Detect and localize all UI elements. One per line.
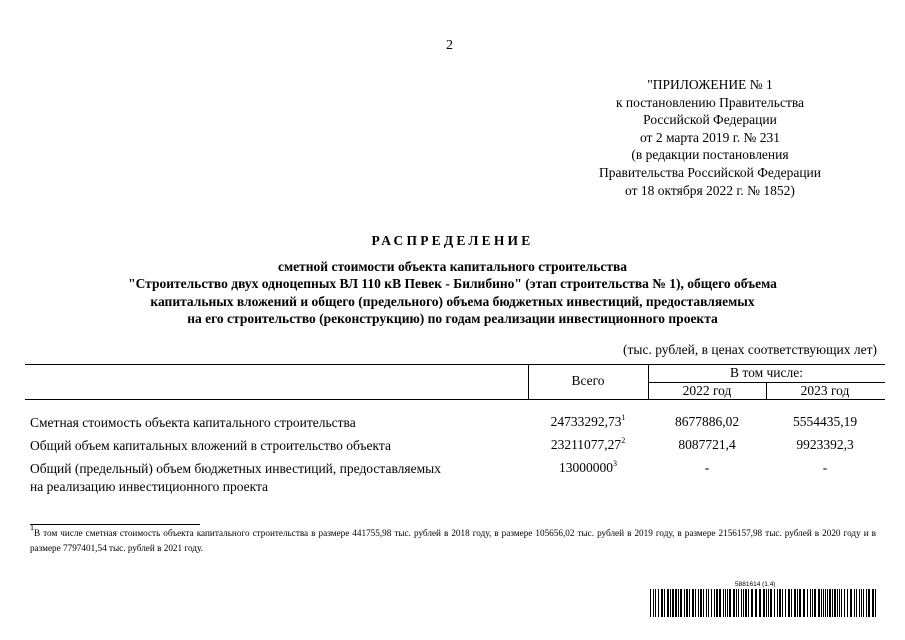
barcode-bar [680, 589, 682, 617]
barcode-bar [741, 589, 742, 617]
appendix-line: от 2 марта 2019 г. № 231 [639, 129, 781, 145]
barcode-bar [818, 589, 820, 617]
barcode-bar [863, 589, 864, 617]
barcode-bar [854, 589, 855, 617]
barcode-bar [695, 589, 696, 617]
barcode-bar [653, 589, 654, 617]
barcode-bar [675, 589, 677, 617]
barcode-bar [844, 589, 845, 617]
row-total-cell [528, 414, 648, 430]
barcode-bar [759, 589, 761, 617]
barcode-bar [766, 589, 767, 617]
appendix-line: (в редакции постановления [631, 147, 789, 163]
row-total: 24733292,73 [550, 414, 622, 429]
barcode-bar [686, 589, 688, 617]
barcode-bar [727, 589, 728, 617]
barcode-bar [723, 589, 724, 617]
barcode-bar [706, 589, 707, 617]
barcode-bar [807, 589, 808, 617]
barcode-bar [872, 589, 874, 617]
appendix-line: Правительства Российской Федерации [599, 164, 821, 180]
appendix-line: к постановлению Правительства [615, 94, 805, 110]
barcode-bar [856, 589, 857, 617]
barcode-bar [725, 589, 726, 617]
barcode-bar [785, 589, 786, 617]
footnote-ref: 2 [621, 436, 626, 445]
barcode-bar [650, 589, 651, 617]
footnote-ref: 1 [621, 413, 626, 422]
header-year-2022: 2022 год [682, 383, 732, 398]
units-note: (тыс. рублей, в ценах соответствующих лет) [623, 342, 877, 357]
barcode-bar [770, 589, 772, 617]
barcode-bar [814, 589, 816, 617]
barcode-bar [689, 589, 690, 617]
subtitle-line: сметной стоимости объекта капитального строительства [277, 259, 628, 274]
barcode-bar [763, 589, 765, 617]
row-2022: 8677886,02 [674, 414, 740, 429]
appendix-line: Российской Федерации [643, 112, 777, 128]
barcode-bar [716, 589, 718, 617]
barcode-bar [825, 589, 826, 617]
row-total-cell [528, 460, 648, 476]
barcode-bar [768, 589, 769, 617]
barcode-bar [700, 589, 702, 617]
barcode-bar [670, 589, 671, 617]
barcode-bar [692, 589, 694, 617]
barcode-bar [788, 589, 790, 617]
row-2023: 9923392,3 [796, 437, 854, 452]
barcode-bar [779, 589, 781, 617]
barcode-bar [777, 589, 778, 617]
barcode-bar [774, 589, 775, 617]
barcode-bar [861, 589, 862, 617]
barcode-bar [751, 589, 753, 617]
row-label: Общий объем капитальных вложений в строительство объекта [30, 438, 391, 453]
barcode-bar [832, 589, 833, 617]
barcode-bar [866, 589, 867, 617]
barcode-label: 5881614 (1.4) [735, 581, 776, 588]
document-title: РАСПРЕДЕЛЕНИЕ [371, 233, 534, 248]
barcode-bar [875, 589, 876, 617]
barcode-bar [791, 589, 792, 617]
barcode-bar [661, 589, 663, 617]
barcode-bar [667, 589, 669, 617]
barcode-bar [708, 589, 709, 617]
barcode-bar [738, 589, 739, 617]
row-label: Общий (предельный) объем бюджетных инвестиций, предоставляемых [30, 461, 441, 476]
barcode-bar [664, 589, 665, 617]
row-2022: 8087721,4 [678, 437, 736, 452]
barcode-bar [829, 589, 831, 617]
barcode-bar [810, 589, 811, 617]
subtitle-line: капитальных вложений и общего (предельного) объема бюджетных инвестиций, предоставляемых [150, 293, 755, 309]
page-number: 2 [446, 38, 453, 53]
barcode-bar [719, 589, 721, 617]
barcode-bar [794, 589, 796, 617]
subtitle-line: на его строительство (реконструкцию) по годам реализации инвестиционного проекта [187, 310, 718, 326]
barcode-bar [803, 589, 805, 617]
barcode-bar [748, 589, 749, 617]
footnote-mark: 1 [30, 523, 34, 532]
barcode-bar [799, 589, 801, 617]
barcode-bar [850, 589, 852, 617]
footnote-ref: 3 [613, 459, 617, 468]
barcode-bar [859, 589, 860, 617]
barcode-bar [827, 589, 828, 617]
footnote-text: В том числе сметная стоимость объекта капитального строительства в размере 441755,98 тыс. рублей в 2018 году, в размере 105656,02 тыс. рублей в 2019 году, в размере 2156157,98 тыс. рублей в 2020 году и в размере 7797401,54 тыс. рублей в 2021 году. [30, 528, 876, 553]
appendix-line: от 18 октября 2022 г. № 1852) [625, 182, 795, 198]
document-subtitle [0, 258, 905, 327]
barcode-bar [755, 589, 757, 617]
barcode-bar [745, 589, 747, 617]
barcode-bar [736, 589, 737, 617]
barcode-bar [823, 589, 824, 617]
barcode-bar [655, 589, 656, 617]
barcode-bar [658, 589, 659, 617]
barcode-bar [812, 589, 813, 617]
row-label: Сметная стоимость объекта капитального строительства [30, 415, 356, 430]
barcode-bar [703, 589, 704, 617]
row-label-continued: на реализацию инвестиционного проекта [30, 479, 269, 494]
barcode-bar [837, 589, 838, 617]
barcode-bar [834, 589, 836, 617]
row-2022: - [704, 460, 710, 475]
subtitle-line: "Строительство двух одноцепных ВЛ 110 кВ Певек - Билибино" (этап строительства № 1), общего объема [128, 276, 777, 292]
footnote-rule [30, 524, 200, 525]
barcode-bar [868, 589, 870, 617]
barcode-bar [797, 589, 798, 617]
header-year-2023: 2023 год [800, 383, 850, 398]
footnote [30, 523, 876, 555]
barcode-bar [743, 589, 744, 617]
appendix-header [560, 76, 860, 199]
row-2023: 5554435,19 [792, 414, 858, 429]
barcode-bar [698, 589, 699, 617]
barcode-bar [733, 589, 735, 617]
barcode-bar [821, 589, 822, 617]
barcode-bar [672, 589, 674, 617]
row-total: 23211077,27 [550, 437, 622, 452]
barcode-bar [714, 589, 715, 617]
appendix-line: "ПРИЛОЖЕНИЕ № 1 [647, 77, 773, 92]
row-2023: - [822, 460, 828, 475]
barcode-bar [711, 589, 712, 617]
barcode-bar [841, 589, 842, 617]
barcode-bar [729, 589, 731, 617]
barcode-bar [847, 589, 848, 617]
barcode-bar [678, 589, 679, 617]
barcode-bar [839, 589, 840, 617]
row-total-cell [528, 437, 648, 453]
table-header-bottom-rule [25, 399, 885, 400]
row-total: 13000000 [559, 460, 613, 475]
barcode-bar [684, 589, 685, 617]
barcode-icon [650, 589, 878, 617]
barcode-bar [782, 589, 783, 617]
header-total: Всего [571, 373, 605, 388]
header-including: В том числе: [730, 365, 803, 380]
